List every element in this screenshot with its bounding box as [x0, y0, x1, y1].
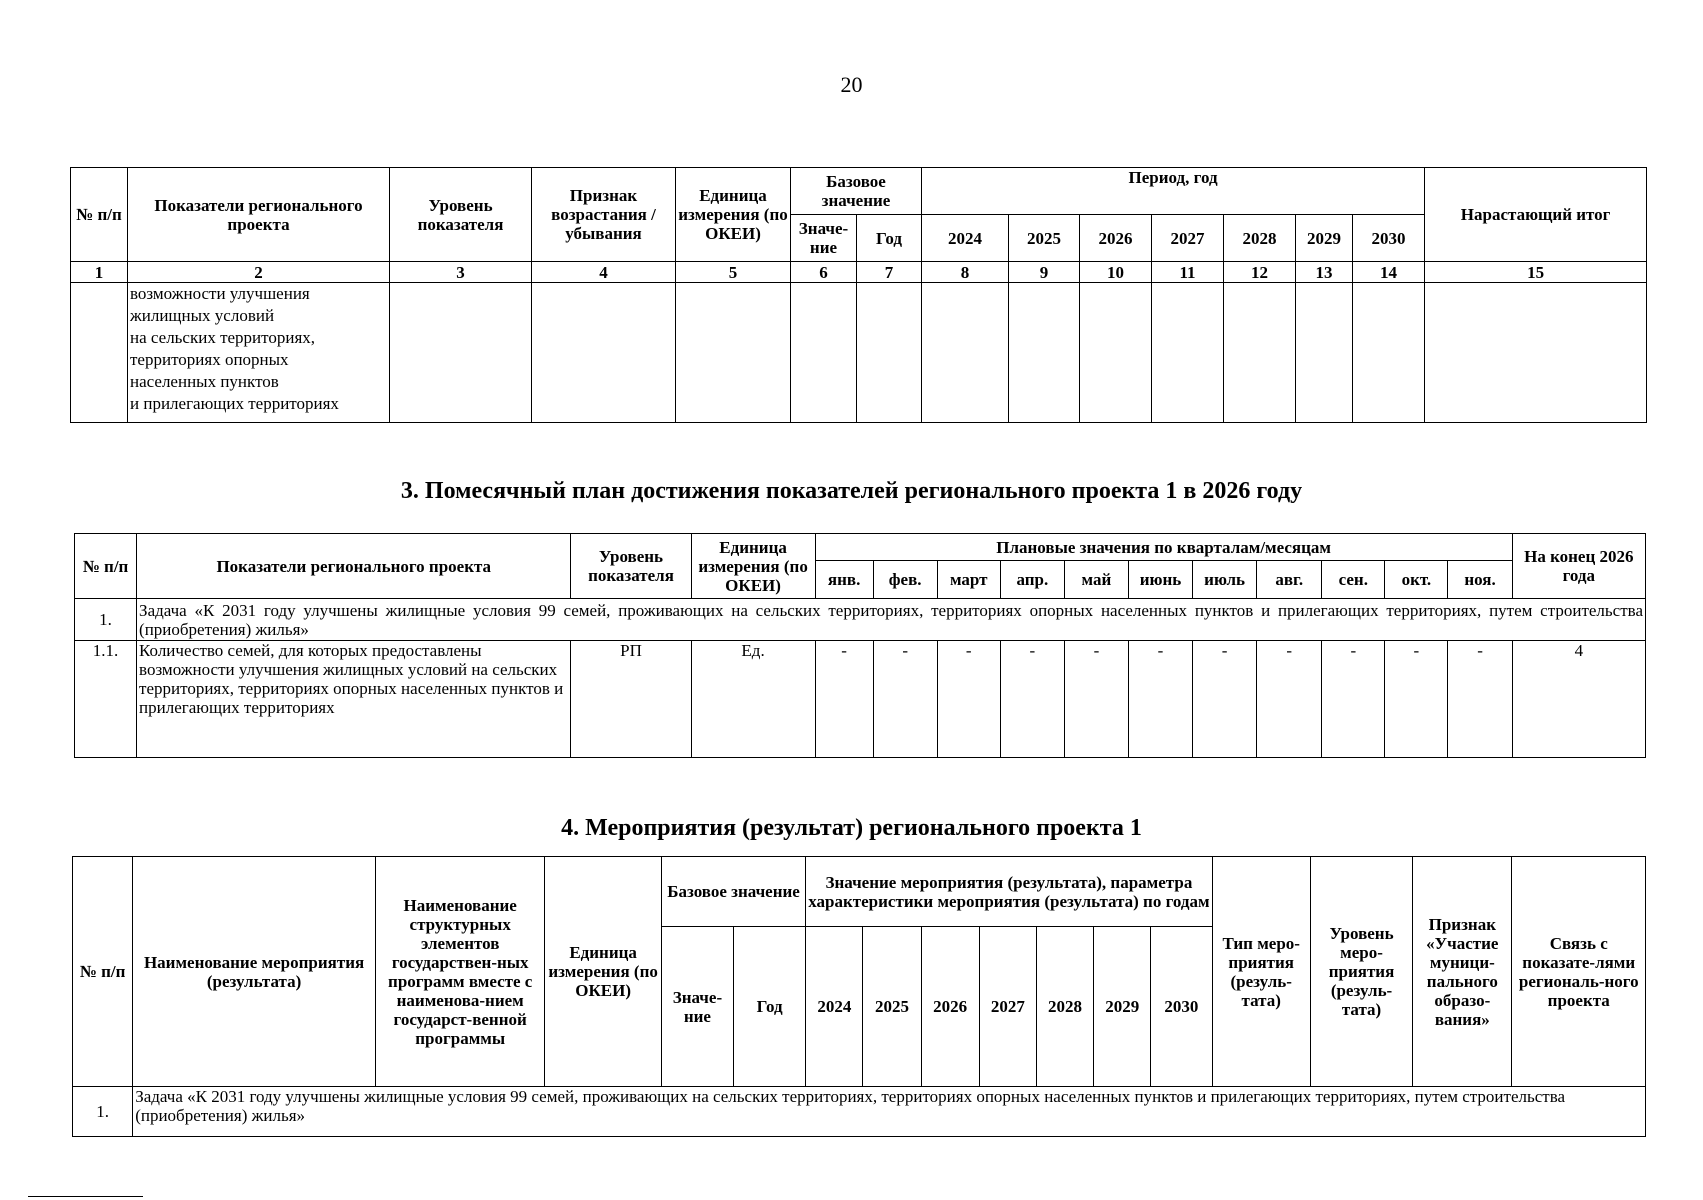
row-month-value: - — [1385, 641, 1448, 758]
header-base-value: Значе-ние — [791, 215, 857, 262]
header-month: сен. — [1322, 561, 1385, 599]
row-month-value: - — [873, 641, 937, 758]
column-number: 5 — [676, 262, 791, 283]
header-year: 2028 — [1036, 927, 1093, 1087]
activities-table — [72, 856, 1646, 1137]
header-num: № п/п — [73, 857, 133, 1087]
column-number: 8 — [922, 262, 1009, 283]
column-number: 12 — [1224, 262, 1296, 283]
header-unit: Единица измерения (по ОКЕИ) — [691, 534, 815, 599]
row-text-line: на сельских территориях, — [130, 328, 316, 347]
task-text: Задача «К 2031 году улучшены жилищные условия 99 семей, проживающих на сельских территориях, территориях опорных населенных пунктов и прилегающих территориях, путем строительства (приобретения) жилья» — [137, 599, 1646, 641]
header-year: 2030 — [1353, 215, 1425, 262]
task-text: Задача «К 2031 году улучшены жилищные условия 99 семей, проживающих на сельских территориях, территориях опорных населенных пунктов и прилегающих территориях, путем строительства (приобретения) жилья» — [133, 1087, 1646, 1137]
row-month-value: - — [1000, 641, 1064, 758]
row-unit: Ед. — [691, 641, 815, 758]
monthly-plan-table — [74, 533, 1646, 758]
header-year: 2027 — [979, 927, 1036, 1087]
column-number: 11 — [1152, 262, 1224, 283]
header-year: 2025 — [1009, 215, 1080, 262]
header-values: Значение мероприятия (результата), параметра характеристики мероприятия (результата) по годам — [806, 857, 1212, 927]
column-number: 13 — [1296, 262, 1353, 283]
row-month-value: - — [937, 641, 1000, 758]
header-base-year: Год — [857, 215, 922, 262]
row-month-value: - — [815, 641, 873, 758]
header-cumulative: Нарастающий итог — [1425, 168, 1647, 262]
row-text-line: и прилегающих территориях — [130, 394, 339, 413]
column-number: 7 — [857, 262, 922, 283]
header-sign: Признак возрастания / убывания — [532, 168, 676, 262]
header-unit: Единица измерения (по ОКЕИ) — [545, 857, 661, 1087]
header-year: 2027 — [1152, 215, 1224, 262]
table-row — [71, 283, 1647, 423]
row-end-value: 4 — [1512, 641, 1645, 758]
footnote-separator — [28, 1196, 143, 1197]
header-end: На конец 2026 года — [1512, 534, 1645, 599]
row-month-value: - — [1448, 641, 1512, 758]
row-name: Количество семей, для которых предоставлены возможности улучшения жилищных условий на сельских территориях, территориях опорных населенных пунктов и прилегающих территориях — [137, 641, 571, 758]
header-level: Уровень показателя — [571, 534, 691, 599]
column-number: 4 — [532, 262, 676, 283]
header-structural: Наименование структурных элементов государствен-ных программ вместе с наименова-нием государст-венной программы — [375, 857, 545, 1087]
row-text-line: населенных пунктов — [130, 372, 279, 391]
header-month: янв. — [815, 561, 873, 599]
column-number: 6 — [791, 262, 857, 283]
task-row — [75, 599, 1646, 641]
header-type: Тип меро-приятия (резуль-тата) — [1212, 857, 1310, 1087]
header-plan: Плановые значения по кварталам/месяцам — [815, 534, 1512, 561]
header-indicator: Показатели регионального проекта — [137, 534, 571, 599]
column-number: 14 — [1353, 262, 1425, 283]
task-num: 1. — [73, 1087, 133, 1137]
section-3-title: 3. Помесячный план достижения показателей регионального проекта 1 в 2026 году — [400, 478, 1303, 504]
column-number: 2 — [128, 262, 390, 283]
header-link: Связь с показате-лями региональ-ного проекта — [1512, 857, 1646, 1087]
header-year: 2024 — [806, 927, 863, 1087]
header-month: июнь — [1128, 561, 1192, 599]
row-month-value: - — [1128, 641, 1192, 758]
row-text-line: жилищных условий — [130, 306, 275, 325]
table-row — [75, 641, 1646, 758]
row-text-line: возможности улучшения — [130, 284, 310, 303]
section-4-title: 4. Мероприятия (результат) регионального проекта 1 — [561, 815, 1142, 841]
header-base-value: Значе-ние — [661, 927, 733, 1087]
column-number: 3 — [390, 262, 532, 283]
header-num: № п/п — [71, 168, 128, 262]
header-unit: Единица измерения (по ОКЕИ) — [676, 168, 791, 262]
header-month: ноя. — [1448, 561, 1512, 599]
header-month: апр. — [1000, 561, 1064, 599]
row-text-line: территориях опорных — [130, 350, 289, 369]
header-num: № п/п — [75, 534, 137, 599]
header-base: Базовое значение — [661, 857, 805, 927]
header-level: Уровень показателя — [390, 168, 532, 262]
header-month: март — [937, 561, 1000, 599]
column-number: 9 — [1009, 262, 1080, 283]
header-year: 2028 — [1224, 215, 1296, 262]
header-month: фев. — [873, 561, 937, 599]
row-num: 1.1. — [75, 641, 137, 758]
header-sign: Признак «Участие муници-пального образо-вания» — [1413, 857, 1512, 1087]
header-year: 2024 — [922, 215, 1009, 262]
header-name: Наименование мероприятия (результата) — [133, 857, 376, 1087]
task-num: 1. — [75, 599, 137, 641]
row-level: РП — [571, 641, 691, 758]
header-year: 2029 — [1094, 927, 1151, 1087]
header-month: май — [1064, 561, 1128, 599]
row-month-value: - — [1193, 641, 1257, 758]
header-base-year: Год — [734, 927, 806, 1087]
column-number: 1 — [71, 262, 128, 283]
header-year: 2026 — [1080, 215, 1152, 262]
indicators-table — [70, 167, 1647, 423]
page-number: 20 — [840, 72, 863, 97]
header-month: авг. — [1257, 561, 1322, 599]
header-level: Уровень меро-приятия (резуль-тата) — [1310, 857, 1412, 1087]
row-month-value: - — [1064, 641, 1128, 758]
header-year: 2025 — [863, 927, 921, 1087]
header-month: окт. — [1385, 561, 1448, 599]
header-month: июль — [1193, 561, 1257, 599]
header-year: 2026 — [921, 927, 979, 1087]
row-month-value: - — [1322, 641, 1385, 758]
task-row — [73, 1087, 1646, 1137]
header-base: Базовое значение — [791, 168, 922, 215]
column-number: 15 — [1425, 262, 1647, 283]
row-month-value: - — [1257, 641, 1322, 758]
header-period: Период, год — [922, 168, 1425, 215]
column-number-row — [71, 262, 1647, 283]
column-number: 10 — [1080, 262, 1152, 283]
header-year: 2030 — [1151, 927, 1212, 1087]
header-indicator: Показатели регионального проекта — [128, 168, 390, 262]
header-year: 2029 — [1296, 215, 1353, 262]
